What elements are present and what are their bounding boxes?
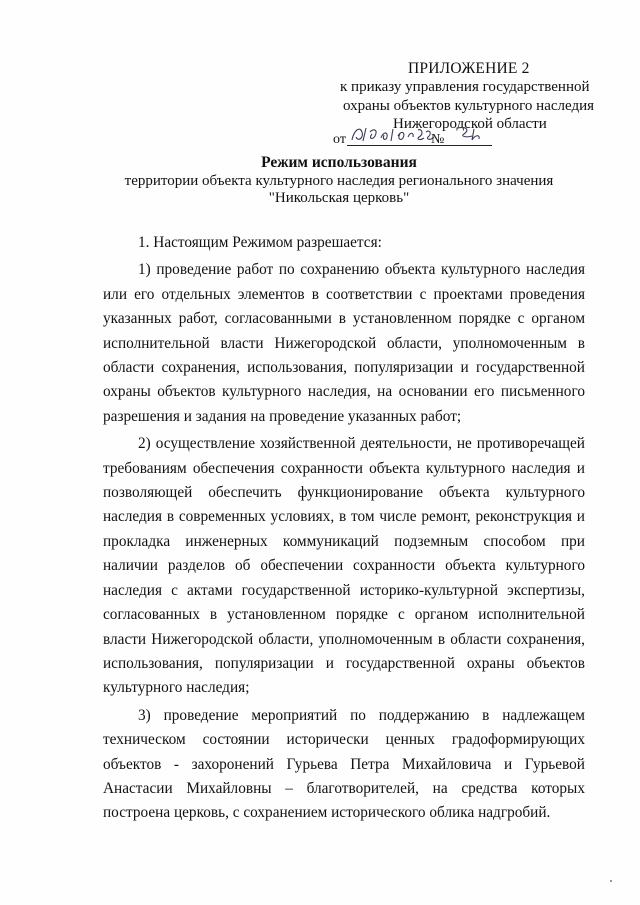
- number-prefix: №: [431, 132, 445, 147]
- signature-underline: [347, 145, 492, 146]
- document-body: [103, 231, 585, 829]
- body-intro: 1. Настоящим Режимом разрешается:: [138, 234, 382, 251]
- handwritten-date-number: [348, 120, 493, 146]
- order-date-number: [333, 126, 493, 152]
- body-item-1: 1) проведение работ по сохранению объекта культурного наследия или его отдельных элементов в соответствии с проектами проведения указанных работ, согласованными в установленном порядке с органом исполнительной власти Нижегородской области, уполномоченным в области сохранения, использования, популяризации и государственной охраны объектов культурного наследия, на основании его письменного разрешения и задания на проведение указанных работ;: [103, 261, 585, 425]
- document-subtitle-1: территории объекта культурного наследия регионального значения: [124, 173, 554, 189]
- scan-artifact: [610, 880, 612, 882]
- document-subtitle-2: "Никольская церковь": [268, 190, 410, 206]
- date-prefix: от: [333, 132, 346, 147]
- appendix-line-2: охраны объектов культурного наследия: [343, 98, 595, 114]
- body-item-3: 3) проведение мероприятий по поддержанию в надлежащем техническом состоянии исторически ценных градоформирующих объектов - захоронений Гурьева Петра Михайловича и Гурьевой Анастасии Михайловны – благотворителей, на средства которых построена церковь, с сохранением исторического облика надгробий.: [103, 706, 585, 822]
- appendix-line-1: к приказу управления государственной: [340, 79, 590, 95]
- appendix-line-3: Нижегородской области: [393, 116, 547, 132]
- body-item-2: 2) осуществление хозяйственной деятельности, не противоречащей требованиям обеспечения сохранности объекта культурного наследия и позволяющей обеспечить функционирование объекта культурного наследия в современных условиях, в том числе ремонт, реконструкция и прокладка инженерных коммуникаций подземным способом при наличии разделов об обеспечении сохранности объекта культурного наследия с актами государственной историко-культурной экспертизы, согласованных в установленном порядке с органом исполнительной власти Нижегородской области, уполномоченным в области сохранения, использования, популяризации и государственной охраны объектов культурного наследия;: [103, 435, 585, 697]
- document-title: Режим использования: [261, 154, 417, 171]
- appendix-title: ПРИЛОЖЕНИЕ 2: [408, 60, 530, 77]
